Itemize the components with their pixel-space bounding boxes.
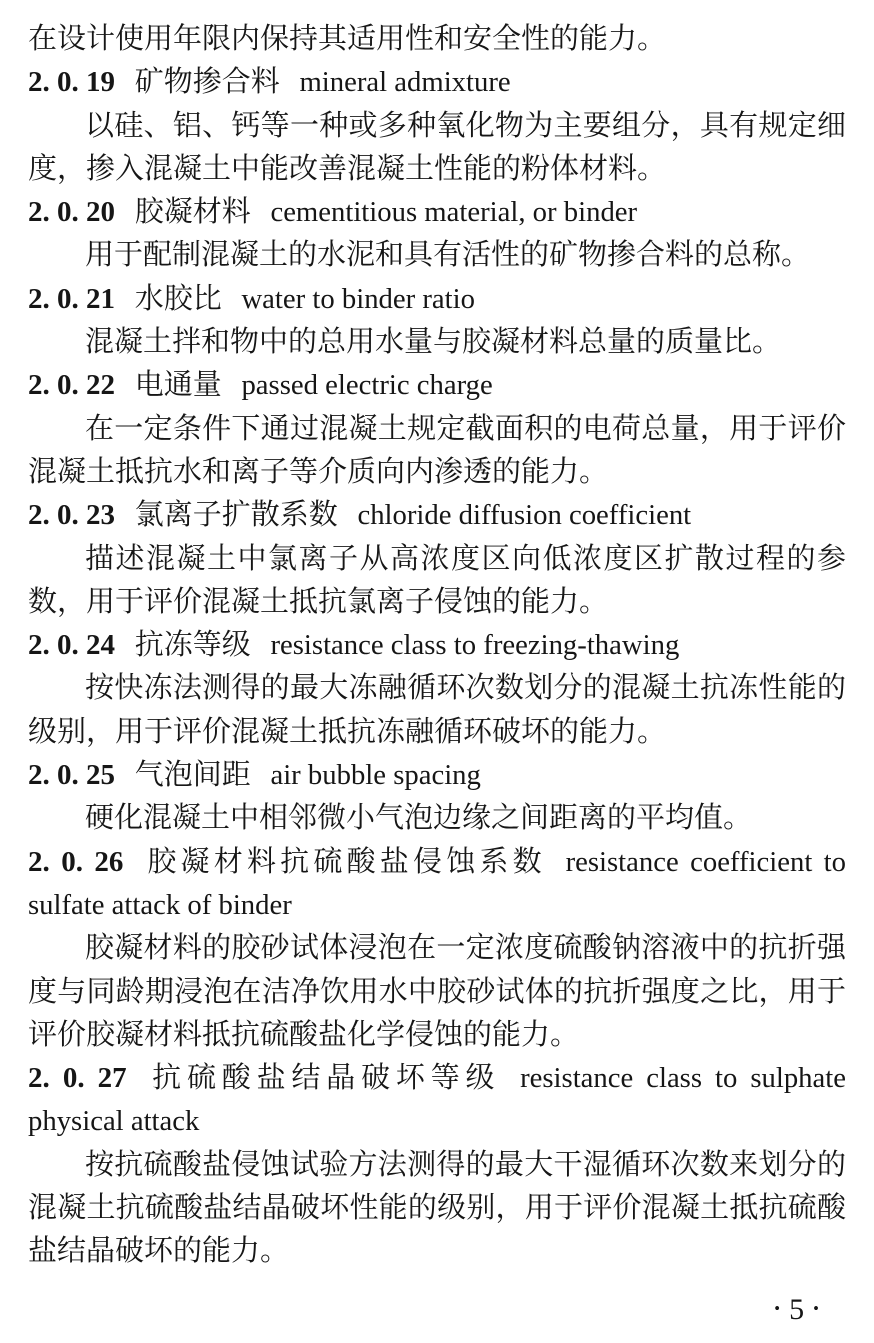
term-entry [28,191,846,278]
term-english: air bubble spacing [270,759,481,792]
term-definition: 用于配制混凝土的水泥和具有活性的矿物掺合料的总称。 [85,239,811,272]
term-number: 2. 0. 27 [28,1062,127,1095]
term-entry [28,61,846,191]
term-heading [28,61,846,104]
term-definition: 混凝土拌和物中的总用水量与胶凝材料总量的质量比。 [85,326,782,359]
terminology-entries [28,61,846,1273]
term-heading [28,278,846,321]
term-english: mineral admixture [299,66,511,99]
term-entry [28,624,846,754]
term-entry [28,841,846,1057]
term-heading [28,754,846,797]
term-english: resistance coefficient to sulfate attack of binder [28,845,846,921]
term-english: resistance class to sulphate physical attack [28,1062,846,1138]
page-number-value: 5 [789,1293,805,1326]
term-chinese: 矿物掺合料 [134,66,280,99]
term-number: 2. 0. 21 [28,282,115,315]
term-chinese: 抗冻等级 [134,629,251,662]
term-heading [28,1057,846,1144]
term-number: 2. 0. 26 [28,845,124,878]
term-heading [28,191,846,234]
term-number: 2. 0. 23 [28,499,115,532]
term-chinese: 水胶比 [134,282,222,315]
term-chinese: 胶凝材料 [134,196,251,229]
term-entry [28,278,846,365]
page-number-left-dot-icon: • [774,1299,781,1318]
term-chinese: 电通量 [134,369,222,402]
continuation-paragraph: 在设计使用年限内保持其适用性和安全性的能力。 [28,23,667,55]
term-number: 2. 0. 20 [28,196,115,229]
term-definition: 按抗硫酸盐侵蚀试验方法测得的最大干湿循环次数来划分的混凝土抗硫酸盐结晶破坏性能的级别，用于评价混凝土抵抗硫酸盐结晶破坏的能力。 [28,1148,846,1268]
page-number [765,1293,828,1327]
term-english: cementitious material, or binder [270,196,638,229]
page-number-right-dot-icon: • [813,1299,819,1318]
term-chinese: 氯离子扩散系数 [134,499,338,532]
term-number: 2. 0. 19 [28,66,115,99]
term-definition: 按快冻法测得的最大冻融循环次数划分的混凝土抗冻性能的级别，用于评价混凝土抵抗冻融循环破坏的能力。 [28,672,846,748]
term-heading [28,841,846,928]
term-heading [28,494,846,537]
term-entry [28,364,846,494]
term-entry [28,754,846,841]
term-chinese: 胶凝材料抗硫酸盐侵蚀系数 [143,845,546,878]
term-english: resistance class to freezing-thawing [270,629,680,662]
term-number: 2. 0. 25 [28,759,115,792]
term-chinese: 抗硫酸盐结晶破坏等级 [146,1062,501,1095]
term-definition: 以硅、铝、钙等一种或多种氧化物为主要组分，具有规定细度，掺入混凝土中能改善混凝土性能的粉体材料。 [28,109,846,185]
term-number: 2. 0. 22 [28,369,115,402]
term-definition: 描述混凝土中氯离子从高浓度区向低浓度区扩散过程的参数，用于评价混凝土抵抗氯离子侵蚀的能力。 [28,542,846,618]
term-heading [28,364,846,407]
term-entry [28,1057,846,1273]
term-chinese: 气泡间距 [134,759,251,792]
page-footer [765,1289,828,1327]
term-english: passed electric charge [241,369,493,402]
term-english: chloride diffusion coefficient [357,499,692,532]
term-english: water to binder ratio [241,282,475,315]
term-entry [28,494,846,624]
term-definition: 在一定条件下通过混凝土规定截面积的电荷总量，用于评价混凝土抵抗水和离子等介质向内渗透的能力。 [28,412,846,488]
term-definition: 胶凝材料的胶砂试体浸泡在一定浓度硫酸钠溶液中的抗折强度与同龄期浸泡在洁净饮用水中胶砂试体的抗折强度之比，用于评价胶凝材料抵抗硫酸盐化学侵蚀的能力。 [28,932,846,1051]
term-definition: 硬化混凝土中相邻微小气泡边缘之间距离的平均值。 [85,802,753,835]
term-heading [28,624,846,667]
term-number: 2. 0. 24 [28,629,115,662]
